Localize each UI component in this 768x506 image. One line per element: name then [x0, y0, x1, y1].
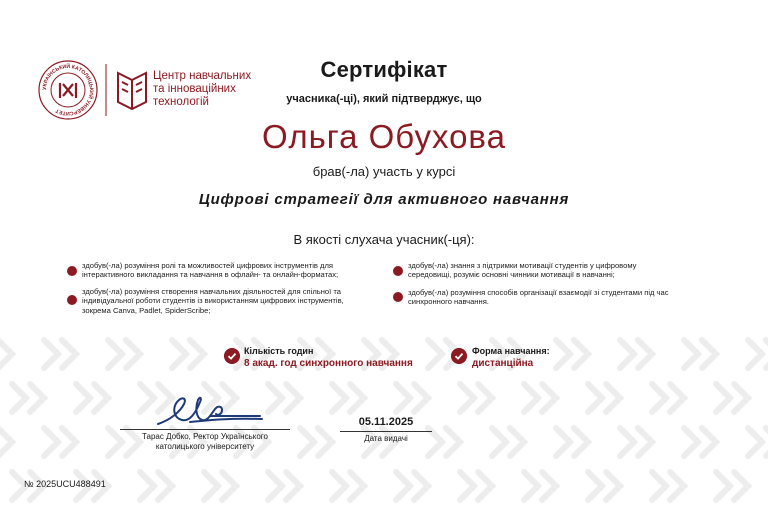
form-label: Форма навчання: — [472, 346, 550, 356]
date-line — [340, 431, 432, 432]
signature — [150, 390, 270, 430]
certificate-title: Сертифікат — [320, 57, 448, 82]
outcome-bullet-icon — [393, 266, 403, 276]
check-icon — [224, 348, 240, 364]
role-text: В якості слухача учасник(-ця): — [293, 232, 475, 247]
signer-name: Тарас Добко, Ректор Українського католицького університету — [142, 432, 268, 451]
center-line-3: технологій — [153, 96, 209, 108]
form-value: дистанційна — [472, 358, 534, 369]
signature-line — [120, 429, 290, 430]
outcome-item-3: здобув(-ла) знання з підтримки мотивації студентів у цифровому середовищі, розуміє основні чинники мотивації в навчанні; — [408, 261, 637, 280]
center-line-2: та інноваційних — [153, 83, 236, 95]
certificate-subtitle: учасника(-ці), який підтверджує, що — [286, 93, 482, 105]
recipient-name: Ольга Обухова — [262, 118, 506, 155]
outcome-bullet-icon — [393, 292, 403, 302]
certificate-number: № 2025UCU488491 — [24, 479, 106, 489]
issue-date: 05.11.2025 — [358, 416, 414, 428]
participation-text: брав(-ла) участь у курсі — [312, 164, 456, 179]
hours-value: 8 акад. год синхронного навчання — [244, 358, 413, 369]
check-icon — [451, 348, 467, 364]
center-line-1: Центр навчальних — [153, 70, 252, 82]
outcome-item-4: здобув(-ла) розуміння способів організації взаємодії зі студентами під час синхронного навчання. — [408, 288, 669, 307]
university-ring-text: УКРАЇНСЬКИЙ КАТОЛИЦЬКИЙ УНІВЕРСИТЕТ — [41, 63, 95, 117]
hours-label: Кількість годин — [244, 346, 314, 356]
date-label: Дата видачі — [364, 434, 408, 443]
outcome-item-1: здобув(-ла) розуміння ролі та можливостей цифрових інструментів для інтерактивного викладання та навчання в офлайн- та онлайн-форматах; — [82, 261, 339, 280]
course-title: Цифрові стратегії для активного навчання — [198, 191, 570, 208]
outcome-bullet-icon — [67, 295, 77, 305]
outcome-item-2: здобув(-ла) розуміння створення навчальних діяльностей для спільної та індивідуальної роботи студентів із використанням цифрових інструментів, зокрема Canva, Padlet, SpiderScribe; — [82, 287, 344, 315]
outcome-bullet-icon — [67, 266, 77, 276]
